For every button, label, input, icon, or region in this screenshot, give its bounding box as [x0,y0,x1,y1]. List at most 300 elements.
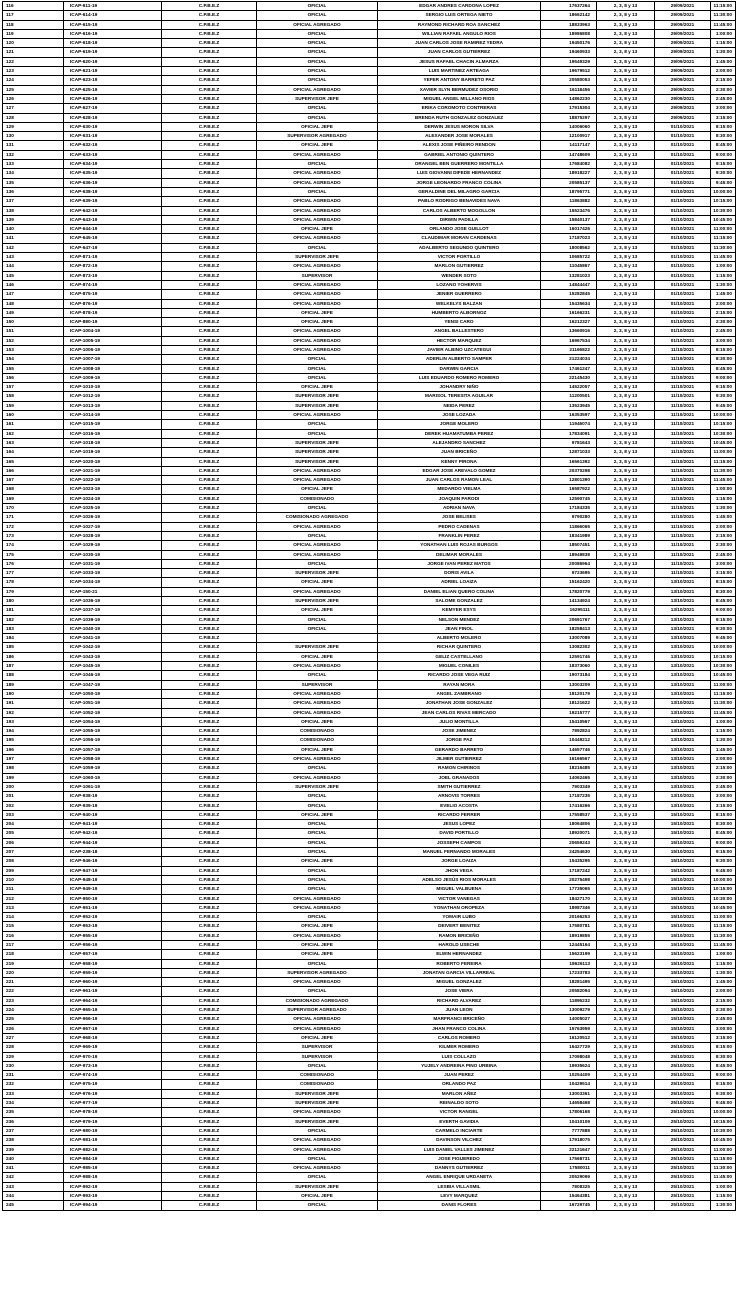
table-row [3,885,736,894]
person-name-cell: YEFER ANTONY BARRETO PAZ [378,76,541,85]
id-number-cell: 13007089 [541,634,597,643]
table-row [3,67,736,76]
table-row [3,29,736,38]
days-cell: 2, 3, 8 y 13 [597,866,655,875]
organization-cell: C.P.B.E.Z [162,2,257,11]
id-number-cell: 9790280 [541,513,597,522]
date-cell: 11/10/2021 [655,494,711,503]
id-number-cell: 15763959 [541,1024,597,1033]
time-cell: 2:00:00 [711,67,736,76]
record-code-cell: ICAP-633-19 [64,150,162,159]
record-code-cell: ICAP-1059-19 [64,764,162,773]
record-code-cell: ICAP-1007-19 [64,355,162,364]
organization-cell: C.P.B.E.Z [162,104,257,113]
time-cell: 1:15:00 [711,1192,736,1201]
record-code-cell: ICAP-1054-19 [64,717,162,726]
organization-cell: C.P.B.E.Z [162,996,257,1005]
days-cell: 2, 3, 8 y 13 [597,392,655,401]
date-cell: 15/10/2021 [655,885,711,894]
id-number-cell: 18918227 [541,169,597,178]
days-cell: 2, 3, 8 y 13 [597,67,655,76]
days-cell: 2, 3, 8 y 13 [597,829,655,838]
days-cell: 2, 3, 8 y 13 [597,327,655,336]
rank-cell: COMISIONADO AGREGADO [257,996,378,1005]
id-number-cell: 17187023 [541,234,597,243]
organization-cell: C.P.B.E.Z [162,1154,257,1163]
organization-cell: C.P.B.E.Z [162,141,257,150]
person-name-cell: ORLANDO JOSE GUILLOT [378,225,541,234]
time-cell: 10:00:00 [711,875,736,884]
id-number-cell: 13523945 [541,401,597,410]
record-code-cell: ICAP-953-19 [64,922,162,931]
rank-cell: OFICIAL AGREGADO [257,755,378,764]
id-number-cell: 15523476 [541,206,597,215]
time-cell: 2:30:00 [711,318,736,327]
time-cell: 11:15:00 [711,922,736,931]
time-cell: 2:30:00 [711,1006,736,1015]
date-cell: 11/10/2021 [655,485,711,494]
days-cell: 2, 3, 8 y 13 [597,1154,655,1163]
date-cell: 25/10/2021 [655,1136,711,1145]
record-code-cell: ICAP-1023-19 [64,485,162,494]
time-cell: 11:45:00 [711,20,736,29]
days-cell: 2, 3, 8 y 13 [597,820,655,829]
row-number-cell: 214 [3,913,64,922]
table-row [3,355,736,364]
person-name-cell: ELWIN HERNANDEZ [378,950,541,959]
person-name-cell: EVELIO ACOSTA [378,801,541,810]
row-number-cell: 123 [3,67,64,76]
person-name-cell: JORGE LOAIZA [378,857,541,866]
rank-cell: OFICIAL [257,57,378,66]
days-cell: 2, 3, 8 y 13 [597,968,655,977]
person-name-cell: MIGUEL VALBUENA [378,885,541,894]
table-row [3,494,736,503]
days-cell: 2, 3, 8 y 13 [597,708,655,717]
table-row [3,215,736,224]
organization-cell: C.P.B.E.Z [162,476,257,485]
time-cell: 2:30:00 [711,541,736,550]
table-row [3,922,736,931]
record-code-cell: ICAP-1024-19 [64,494,162,503]
table-row [3,680,736,689]
days-cell: 2, 3, 8 y 13 [597,559,655,568]
organization-cell: C.P.B.E.Z [162,1145,257,1154]
rank-cell: SUPERVISOR JEFE [257,569,378,578]
time-cell: 1:00:00 [711,262,736,271]
rank-cell: OFICIAL [257,1126,378,1135]
row-number-cell: 146 [3,280,64,289]
table-row [3,578,736,587]
record-code-cell: ICAP-1051-19 [64,699,162,708]
date-cell: 01/10/2021 [655,253,711,262]
record-code-cell: ICAP-872-19 [64,262,162,271]
rank-cell: OFICIAL [257,801,378,810]
date-cell: 13/10/2021 [655,755,711,764]
person-name-cell: DERWIN JESUS MORON SILVA [378,122,541,131]
days-cell: 2, 3, 8 y 13 [597,243,655,252]
time-cell: 3:15:00 [711,569,736,578]
date-cell: 15/10/2021 [655,866,711,875]
date-cell: 13/10/2021 [655,662,711,671]
record-code-cell: ICAP-1019-19 [64,448,162,457]
person-name-cell: JOSE VIERA [378,987,541,996]
date-cell: 01/10/2021 [655,234,711,243]
row-number-cell: 142 [3,243,64,252]
time-cell: 11:45:00 [711,253,736,262]
row-number-cell: 215 [3,922,64,931]
rank-cell: OFICIAL [257,875,378,884]
person-name-cell: JUAN CARLOS RAMON LEAL [378,476,541,485]
date-cell: 15/10/2021 [655,1024,711,1033]
rank-cell: COMISIONADO [257,1080,378,1089]
table-row [3,773,736,782]
id-number-cell: 18626113 [541,959,597,968]
row-number-cell: 173 [3,531,64,540]
time-cell: 10:30:00 [711,662,736,671]
person-name-cell: GABRIEL ANTONIO QUINTERO [378,150,541,159]
time-cell: 9:00:00 [711,1071,736,1080]
date-cell: 25/10/2021 [655,1182,711,1191]
row-number-cell: 158 [3,392,64,401]
rank-cell: OFICIAL AGREGADO [257,699,378,708]
person-name-cell: GERALDINE DEL MILAGRO GARCIA [378,187,541,196]
time-cell: 8:15:00 [711,810,736,819]
organization-cell: C.P.B.E.Z [162,253,257,262]
row-number-cell: 239 [3,1145,64,1154]
time-cell: 9:15:00 [711,160,736,169]
days-cell: 2, 3, 8 y 13 [597,20,655,29]
table-row [3,1052,736,1061]
record-code-cell: ICAP-636-19 [64,178,162,187]
rank-cell: OFICIAL JEFE [257,950,378,959]
record-code-cell: ICAP-964-19 [64,996,162,1005]
table-row [3,1164,736,1173]
date-cell: 13/10/2021 [655,689,711,698]
record-code-cell: ICAP-982-19 [64,1145,162,1154]
days-cell: 2, 3, 8 y 13 [597,903,655,912]
row-number-cell: 147 [3,290,64,299]
days-cell: 2, 3, 8 y 13 [597,550,655,559]
person-name-cell: GELIZ CASTELLANO [378,652,541,661]
record-code-cell: ICAP-878-19 [64,308,162,317]
days-cell: 2, 3, 8 y 13 [597,429,655,438]
days-cell: 2, 3, 8 y 13 [597,634,655,643]
date-cell: 25/10/2021 [655,1164,711,1173]
row-number-cell: 242 [3,1173,64,1182]
rank-cell: OFICIAL [257,764,378,773]
organization-cell: C.P.B.E.Z [162,122,257,131]
record-code-cell: ICAP-994-19 [64,1201,162,1210]
days-cell: 2, 3, 8 y 13 [597,1164,655,1173]
row-number-cell: 172 [3,522,64,531]
days-cell: 2, 3, 8 y 13 [597,1117,655,1126]
organization-cell: C.P.B.E.Z [162,1043,257,1052]
organization-cell: C.P.B.E.Z [162,48,257,57]
table-row [3,383,736,392]
rank-cell: OFICIAL AGREGADO [257,197,378,206]
person-name-cell: BRENDA RUTH GONZALEZ GONZALEZ [378,113,541,122]
date-cell: 11/10/2021 [655,457,711,466]
table-row [3,20,736,29]
table-row [3,345,736,354]
row-number-cell: 117 [3,11,64,20]
table-row [3,643,736,652]
rank-cell: OFICIAL [257,48,378,57]
record-code-cell: ICAP-618-19 [64,39,162,48]
time-cell: 1:30:00 [711,48,736,57]
days-cell: 2, 3, 8 y 13 [597,838,655,847]
organization-cell: C.P.B.E.Z [162,717,257,726]
time-cell: 3:15:00 [711,801,736,810]
person-name-cell: SMITH GUTIERREZ [378,782,541,791]
organization-cell: C.P.B.E.Z [162,792,257,801]
row-number-cell: 202 [3,801,64,810]
date-cell: 15/10/2021 [655,996,711,1005]
person-name-cell: ANGEL ZAMBRANO [378,689,541,698]
table-row [3,652,736,661]
rank-cell: OFICIAL AGREGADO [257,522,378,531]
record-code-cell: ICAP-968-19 [64,1033,162,1042]
time-cell: 2:00:00 [711,755,736,764]
rank-cell: OFICIAL AGREGADO [257,234,378,243]
record-code-cell: ICAP-1056-19 [64,736,162,745]
record-code-cell: ICAP-647-19 [64,243,162,252]
record-code-cell: ICAP-876-19 [64,299,162,308]
date-cell: 13/10/2021 [655,606,711,615]
days-cell: 2, 3, 8 y 13 [597,1192,655,1201]
id-number-cell: 17187235 [541,792,597,801]
row-number-cell: 245 [3,1201,64,1210]
person-name-cell: ERIKA COROMOTO CONTRERAS [378,104,541,113]
time-cell: 8:30:00 [711,1052,736,1061]
person-name-cell: MEDARDO VIELMA [378,485,541,494]
id-number-cell: 10429514 [541,1080,597,1089]
row-number-cell: 211 [3,885,64,894]
row-number-cell: 177 [3,569,64,578]
time-cell: 3:15:00 [711,1033,736,1042]
id-number-cell: 17558537 [541,810,597,819]
table-row [3,160,736,169]
time-cell: 1:45:00 [711,290,736,299]
record-code-cell: ICAP-941-19 [64,820,162,829]
record-code-cell: ICAP-959-19 [64,968,162,977]
date-cell: 11/10/2021 [655,476,711,485]
time-cell: 11:45:00 [711,1173,736,1182]
table-row [3,848,736,857]
time-cell: 11:30:00 [711,1164,736,1173]
organization-cell: C.P.B.E.Z [162,1089,257,1098]
id-number-cell: 16729745 [541,1201,597,1210]
organization-cell: C.P.B.E.Z [162,606,257,615]
date-cell: 01/10/2021 [655,243,711,252]
date-cell: 29/09/2021 [655,113,711,122]
days-cell: 2, 3, 8 y 13 [597,680,655,689]
date-cell: 11/10/2021 [655,541,711,550]
rank-cell: OFICIAL AGREGADO [257,662,378,671]
row-number-cell: 184 [3,634,64,643]
organization-cell: C.P.B.E.Z [162,438,257,447]
record-code-cell: ICAP-1050-19 [64,689,162,698]
record-code-cell: ICAP-965-19 [64,1006,162,1015]
row-number-cell: 167 [3,476,64,485]
rank-cell: OFICIAL JEFE [257,308,378,317]
days-cell: 2, 3, 8 y 13 [597,913,655,922]
date-cell: 25/10/2021 [655,1043,711,1052]
days-cell: 2, 3, 8 y 13 [597,717,655,726]
date-cell: 29/09/2021 [655,29,711,38]
time-cell: 10:30:00 [711,894,736,903]
days-cell: 2, 3, 8 y 13 [597,801,655,810]
id-number-cell: 18919855 [541,931,597,940]
days-cell: 2, 3, 8 y 13 [597,940,655,949]
row-number-cell: 157 [3,383,64,392]
record-code-cell: ICAP-871-19 [64,253,162,262]
row-number-cell: 168 [3,485,64,494]
time-cell: 10:15:00 [711,420,736,429]
record-code-cell: ICAP-632-19 [64,141,162,150]
record-code-cell: ICAP-621-19 [64,67,162,76]
row-number-cell: 243 [3,1182,64,1191]
time-cell: 9:30:00 [711,624,736,633]
row-number-cell: 171 [3,513,64,522]
date-cell: 11/10/2021 [655,364,711,373]
person-name-cell: NELSON MENDEZ [378,615,541,624]
id-number-cell: 18987346 [541,903,597,912]
record-code-cell: ICAP-611-19 [64,2,162,11]
id-number-cell: 16967534 [541,336,597,345]
row-number-cell: 237 [3,1126,64,1135]
days-cell: 2, 3, 8 y 13 [597,29,655,38]
time-cell: 1:15:00 [711,271,736,280]
row-number-cell: 163 [3,438,64,447]
time-cell: 10:45:00 [711,903,736,912]
record-code-cell: ICAP-1058-19 [64,755,162,764]
days-cell: 2, 3, 8 y 13 [597,504,655,513]
organization-cell: C.P.B.E.Z [162,494,257,503]
time-cell: 10:15:00 [711,885,736,894]
person-name-cell: KEMYER ESYS [378,606,541,615]
date-cell: 15/10/2021 [655,922,711,931]
days-cell: 2, 3, 8 y 13 [597,485,655,494]
row-number-cell: 134 [3,169,64,178]
table-row [3,206,736,215]
id-number-cell: 19073184 [541,671,597,680]
id-number-cell: 15435295 [541,857,597,866]
rank-cell: OFICIAL AGREGADO [257,345,378,354]
table-row [3,76,736,85]
days-cell: 2, 3, 8 y 13 [597,652,655,661]
id-number-cell: 19549329 [541,57,597,66]
date-cell: 15/10/2021 [655,810,711,819]
time-cell: 11:15:00 [711,2,736,11]
id-number-cell: 18427170 [541,894,597,903]
time-cell: 1:45:00 [711,513,736,522]
date-cell: 29/09/2021 [655,39,711,48]
id-number-cell: 7777888 [541,1126,597,1135]
rank-cell: SUPERVISOR JEFE [257,401,378,410]
rank-cell: OFICIAL JEFE [257,1192,378,1201]
organization-cell: C.P.B.E.Z [162,987,257,996]
record-code-cell: ICAP-1012-19 [64,392,162,401]
date-cell: 13/10/2021 [655,717,711,726]
days-cell: 2, 3, 8 y 13 [597,1136,655,1145]
row-number-cell: 145 [3,271,64,280]
row-number-cell: 197 [3,755,64,764]
row-number-cell: 152 [3,336,64,345]
id-number-cell: 16017426 [541,225,597,234]
id-number-cell: 14005027 [541,1015,597,1024]
date-cell: 15/10/2021 [655,903,711,912]
table-row [3,522,736,531]
table-row [3,132,736,141]
organization-cell: C.P.B.E.Z [162,1052,257,1061]
organization-cell: C.P.B.E.Z [162,587,257,596]
time-cell: 2:45:00 [711,550,736,559]
rank-cell: OFICIAL JEFE [257,1033,378,1042]
date-cell: 15/10/2021 [655,959,711,968]
id-number-cell: 16166231 [541,308,597,317]
record-code-cell: ICAP-1010-19 [64,383,162,392]
organization-cell: C.P.B.E.Z [162,466,257,475]
table-row [3,1006,736,1015]
id-number-cell: 17098048 [541,1052,597,1061]
date-cell: 11/10/2021 [655,550,711,559]
time-cell: 2:00:00 [711,522,736,531]
id-number-cell: 20659243 [541,838,597,847]
days-cell: 2, 3, 8 y 13 [597,150,655,159]
time-cell: 2:15:00 [711,308,736,317]
table-row [3,485,736,494]
record-code-cell: ICAP-1060-19 [64,773,162,782]
time-cell: 9:30:00 [711,392,736,401]
person-name-cell: RICHARD ALVAREZ [378,996,541,1005]
row-number-cell: 122 [3,57,64,66]
days-cell: 2, 3, 8 y 13 [597,597,655,606]
time-cell: 10:15:00 [711,1117,736,1126]
days-cell: 2, 3, 8 y 13 [597,541,655,550]
table-row [3,820,736,829]
days-cell: 2, 3, 8 y 13 [597,1033,655,1042]
days-cell: 2, 3, 8 y 13 [597,132,655,141]
table-row [3,727,736,736]
days-cell: 2, 3, 8 y 13 [597,345,655,354]
person-name-cell: JUAN LEON [378,1006,541,1015]
record-code-cell: ICAP-1039-19 [64,615,162,624]
person-name-cell: DANNYS GUTIERREZ [378,1164,541,1173]
rank-cell: SUPERVISOR JEFE [257,643,378,652]
person-name-cell: RICARDO JOSE VEGA RUIZ [378,671,541,680]
person-name-cell: JUAN CARLOS JOSE RAMIREZ YEDRA [378,39,541,48]
rank-cell: OFICIAL AGREGADO [257,978,378,987]
row-number-cell: 121 [3,48,64,57]
table-row [3,327,736,336]
record-code-cell: ICAP-974-19 [64,1071,162,1080]
rank-cell: OFICIAL AGREGADO [257,903,378,912]
id-number-cell: 14658468 [541,1099,597,1108]
rank-cell: OFICIAL AGREGADO [257,178,378,187]
table-row [3,903,736,912]
id-number-cell: 13009279 [541,1006,597,1015]
organization-cell: C.P.B.E.Z [162,448,257,457]
row-number-cell: 241 [3,1164,64,1173]
days-cell: 2, 3, 8 y 13 [597,578,655,587]
id-number-cell: 16353597 [541,411,597,420]
rank-cell: OFICIAL AGREGADO [257,215,378,224]
id-number-cell: 19215777 [541,708,597,717]
row-number-cell: 175 [3,550,64,559]
record-code-cell: ICAP-940-19 [64,810,162,819]
